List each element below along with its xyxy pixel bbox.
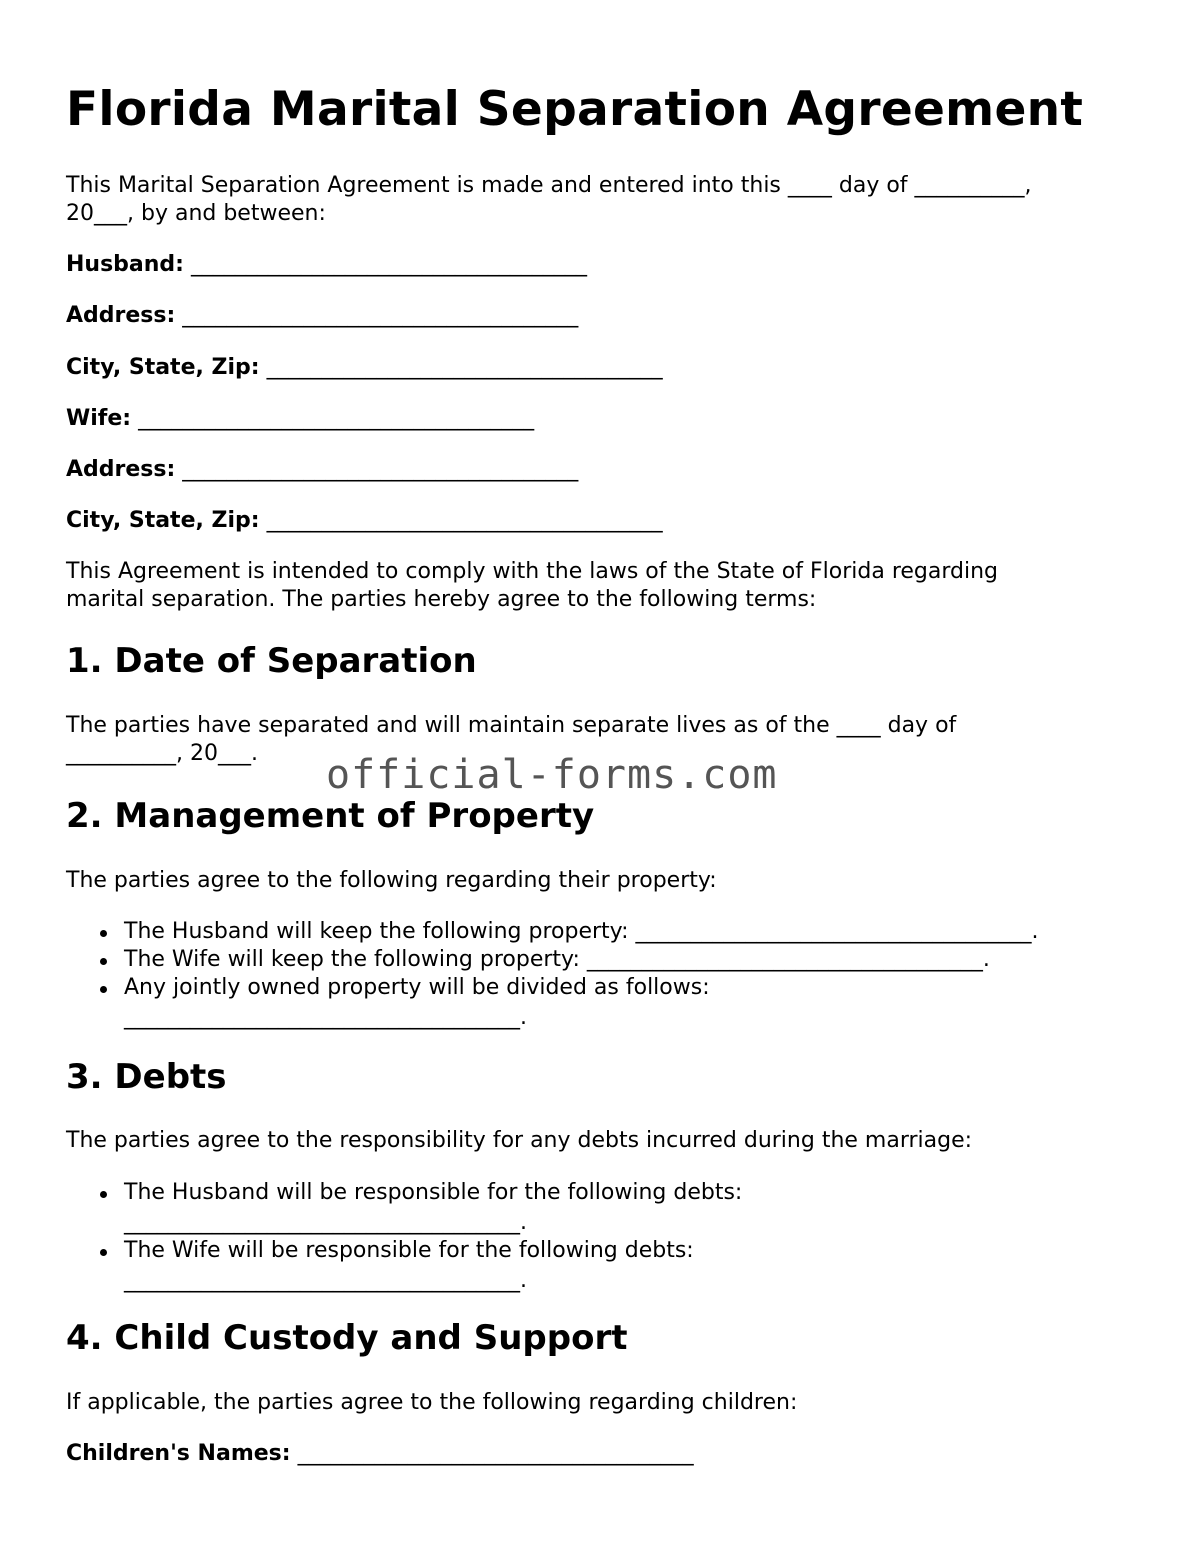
- wife-address-blank[interactable]: ____________________________________: [182, 457, 579, 482]
- section-4-heading: 4. Child Custody and Support: [66, 1318, 628, 1358]
- wife-city-state-zip-field: [66, 507, 663, 535]
- compliance-line-2: marital separation. The parties hereby agree to the following terms:: [66, 587, 817, 612]
- joint-property-blank[interactable]: ____________________________________.: [124, 1005, 527, 1030]
- section-3-heading: 3. Debts: [66, 1057, 227, 1097]
- husband-debts-item: The Husband will be responsible for the following debts:: [124, 1180, 743, 1205]
- wife-address-field: [66, 456, 578, 484]
- page-title: Florida Marital Separation Agreement: [66, 82, 1084, 137]
- separation-date-line-2: __________, 20___.: [66, 741, 258, 766]
- wife-debts-item: The Wife will be responsible for the following debts:: [124, 1238, 694, 1263]
- wife-debts-blank[interactable]: ____________________________________.: [124, 1268, 527, 1293]
- wife-label: Wife:: [66, 406, 132, 431]
- wife-address-label: Address:: [66, 457, 176, 482]
- section-1-heading: 1. Date of Separation: [66, 641, 477, 681]
- wife-blank[interactable]: ____________________________________: [138, 406, 535, 431]
- children-intro: If applicable, the parties agree to the following regarding children:: [66, 1390, 798, 1415]
- childrens-names-blank[interactable]: ____________________________________: [297, 1441, 694, 1466]
- husband-field: [66, 251, 587, 279]
- husband-city-state-zip-label: City, State, Zip:: [66, 355, 260, 380]
- property-intro: The parties agree to the following regarding their property:: [66, 868, 717, 893]
- list-item: [66, 1237, 742, 1295]
- husband-debts-blank[interactable]: ____________________________________.: [124, 1210, 527, 1235]
- debts-list: [66, 1179, 742, 1295]
- section-2-heading: 2. Management of Property: [66, 796, 595, 836]
- joint-property-item: Any jointly owned property will be divided as follows:: [124, 975, 710, 1000]
- separation-date-line-1: The parties have separated and will maintain separate lives as of the ____ day of: [66, 713, 957, 738]
- husband-label: Husband:: [66, 252, 184, 277]
- list-item: [66, 1179, 742, 1237]
- childrens-names-field: [66, 1440, 694, 1468]
- husband-address-label: Address:: [66, 303, 176, 328]
- husband-city-state-zip-field: [66, 354, 663, 382]
- wife-city-state-zip-blank[interactable]: ____________________________________: [266, 508, 663, 533]
- list-item: [66, 974, 1038, 1032]
- husband-blank[interactable]: ____________________________________: [190, 252, 587, 277]
- intro-line-1: This Marital Separation Agreement is made and entered into this ____ day of __________,: [66, 173, 1032, 198]
- husband-property-item: The Husband will keep the following property: ____________________________________.: [124, 919, 1039, 944]
- childrens-names-label: Children's Names:: [66, 1441, 291, 1466]
- list-item: [66, 946, 1038, 974]
- intro-line-2: 20___, by and between:: [66, 201, 326, 226]
- husband-city-state-zip-blank[interactable]: ____________________________________: [266, 355, 663, 380]
- wife-field: [66, 405, 534, 433]
- compliance-line-1: This Agreement is intended to comply with the laws of the State of Florida regarding: [66, 559, 999, 584]
- property-list: [66, 918, 1038, 1032]
- husband-address-field: [66, 302, 578, 330]
- debts-intro: The parties agree to the responsibility for any debts incurred during the marriage:: [66, 1128, 973, 1153]
- wife-city-state-zip-label: City, State, Zip:: [66, 508, 260, 533]
- husband-address-blank[interactable]: ____________________________________: [182, 303, 579, 328]
- list-item: [66, 918, 1038, 946]
- watermark: official-forms.com: [326, 752, 778, 798]
- wife-property-item: The Wife will keep the following property: ____________________________________.: [124, 947, 990, 972]
